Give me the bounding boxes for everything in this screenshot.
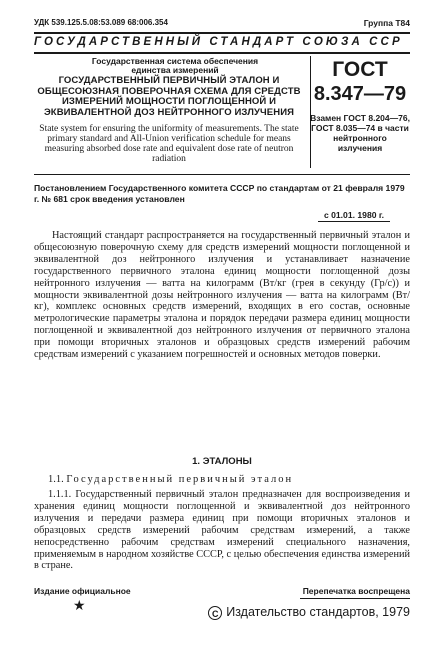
gost-label: ГОСТ [332, 58, 388, 81]
section-heading: 1. ЭТАЛОНЫ [192, 456, 252, 467]
system-name: Государственная система обеспечения единства измерений [91, 56, 259, 75]
date-underline [318, 221, 390, 222]
paragraph-1-1-1: 1.1.1. Государственный первичный эталон предназначен для воспроизведения и хранения единиц мощности поглощенной и эквивалентной доз нейтронного излучения и передачи размера единиц при помощи вторичных эталонов и образцовых средств измерений рабочим средствам измерений, а также непосредственно рабочим средствам измерений специального назначения, применяемым в народном хозяйстве СССР, с целью обеспечения единства измерений в стране. [34, 489, 410, 572]
document-title-ru: ГОСУДАРСТВЕННЫЙ ПЕРВИЧНЫЙ ЭТАЛОН И ОБЩЕСОЮЗНАЯ ПОВЕРОЧНАЯ СХЕМА ДЛЯ СРЕДСТВ ИЗМЕРЕНИЙ МОЩНОСТИ ПОГЛОЩЕННОЙ И ЭКВИВАЛЕНТНОЙ ДОЗ НЕЙТРОННОГО ИЗЛУЧЕНИЯ [37, 75, 301, 118]
intro-paragraph: Настоящий стандарт распространяется на государственный первичный эталон и общесоюзную поверочную схему для средств измерений мощности поглощенной и эквивалентной доз нейтронного излучения и устанавливает назначение государственного первичного эталона единиц мощности поглощенной дозы нейтронного излучения — ватта на килограмм (Вт/кг (грея в секунду (Гр/с)) и мощности эквивалентной дозы нейтронного излучения — ватта на килограмм (Вт/кг), комплекс основных средств измерений, входящих в его состав, основные метрологические параметры эталона и порядок передачи размера единиц мощности поглощенной и эквивалентной доз нейтронного излучения от первичного эталона при помощи вторичных эталонов и образцовых средств измерений рабочим средствам измерений с указанием погрешностей и основных методов поверки. [34, 230, 410, 361]
header-divider [34, 174, 410, 175]
title-rule [34, 52, 410, 54]
official-edition: Издание официальное [34, 586, 131, 596]
top-rule [34, 32, 410, 34]
copyright-line [208, 605, 410, 620]
effective-date [324, 210, 384, 220]
copyright-text: Издательство стандартов, 1979 [226, 605, 410, 619]
standard-title: ГОСУДАРСТВЕННЫЙ СТАНДАРТ СОЮЗА ССР [34, 36, 403, 48]
subsection-title: Государственный первичный эталон [66, 474, 294, 485]
footer-rule [300, 598, 410, 599]
gost-number: 8.347—79 [313, 83, 407, 105]
group-code: Группа Т84 [363, 18, 410, 28]
document-title-en: State system for ensuring the uniformity of measurements. The state primary standard and All-Union verification schedule for means measuring absorbed dose rate and equivalent dose rate of neutron radiation [39, 124, 299, 164]
copyright-icon: C [208, 606, 222, 620]
subsection-1-1 [34, 474, 410, 485]
replaces-note: Взамен ГОСТ 8.204—76, ГОСТ 8.035—74 в части нейтронного излучения [310, 113, 410, 153]
udk-code: УДК 539.125.5.08:53.089 68:006.354 [34, 18, 168, 27]
decree-text: Постановлением Государственного комитета СССР по стандартам от 21 февраля 1979 г. № 681 срок введения установлен [34, 183, 405, 204]
star-icon: ★ [73, 599, 86, 614]
subsection-number: 1.1. [48, 474, 64, 485]
reprint-notice: Перепечатка воспрещена [302, 586, 410, 596]
effective-date-value: с 01.01. 1980 г. [323, 210, 384, 220]
